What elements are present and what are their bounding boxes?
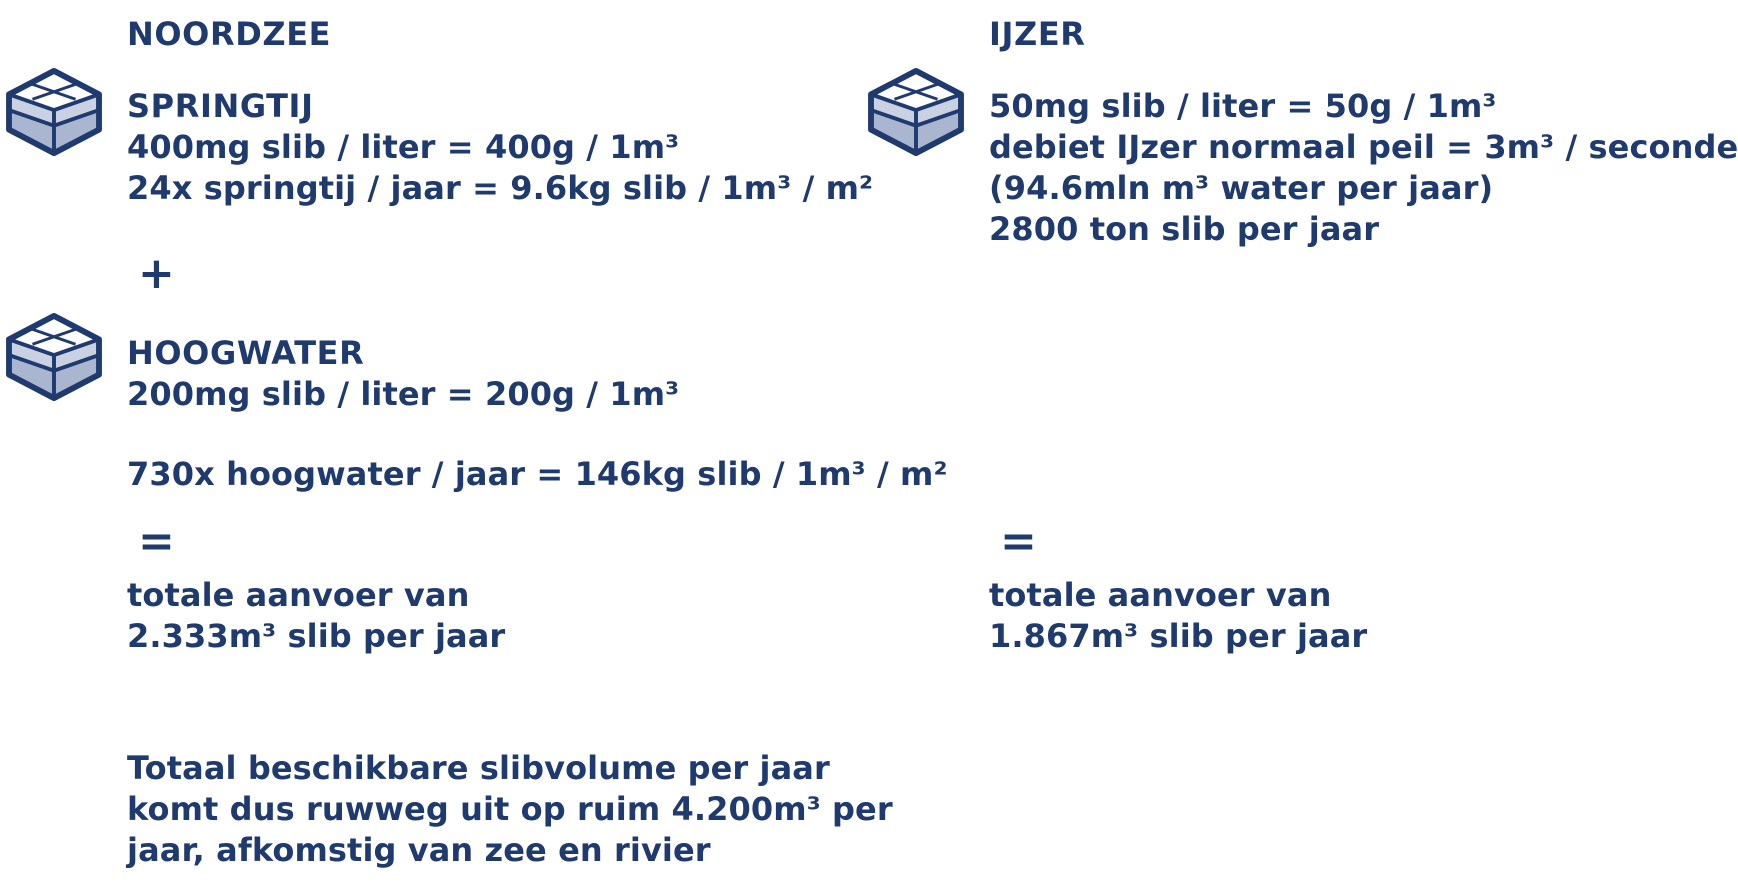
hoogwater-annual: 730x hoogwater / jaar = 146kg slib / 1m³ / m² [127, 455, 948, 493]
noordzee-title: NOORDZEE [127, 15, 332, 53]
equals-sign: = [138, 516, 175, 567]
plus-sign: + [138, 248, 175, 299]
ijzer-total-label: totale aanvoer van [989, 576, 1332, 614]
summary-line-1: Totaal beschikbare slibvolume per jaar [127, 749, 830, 787]
summary-line-3: jaar, afkomstig van zee en rivier [127, 831, 711, 869]
equals-sign: = [1000, 516, 1037, 567]
hoogwater-concentration: 200mg slib / liter = 200g / 1m³ [127, 375, 680, 413]
water-cube-icon [866, 67, 966, 157]
springtij-annual: 24x springtij / jaar = 9.6kg slib / 1m³ / m² [127, 169, 874, 207]
ijzer-total-value: 1.867m³ slib per jaar [989, 617, 1368, 655]
ijzer-title: IJZER [989, 15, 1086, 53]
summary-line-2: komt dus ruwweg uit op ruim 4.200m³ per [127, 790, 893, 828]
noordzee-total-value: 2.333m³ slib per jaar [127, 617, 506, 655]
ijzer-concentration: 50mg slib / liter = 50g / 1m³ [989, 87, 1497, 125]
noordzee-total-label: totale aanvoer van [127, 576, 470, 614]
ijzer-discharge: debiet IJzer normaal peil = 3m³ / seconde [989, 128, 1738, 166]
hoogwater-label: HOOGWATER [127, 334, 365, 372]
ijzer-water-volume: (94.6mln m³ water per jaar) [989, 169, 1494, 207]
water-cube-icon [4, 67, 104, 157]
springtij-label: SPRINGTIJ [127, 87, 314, 125]
ijzer-sludge-tons: 2800 ton slib per jaar [989, 210, 1380, 248]
springtij-concentration: 400mg slib / liter = 400g / 1m³ [127, 128, 680, 166]
water-cube-icon [4, 312, 104, 402]
